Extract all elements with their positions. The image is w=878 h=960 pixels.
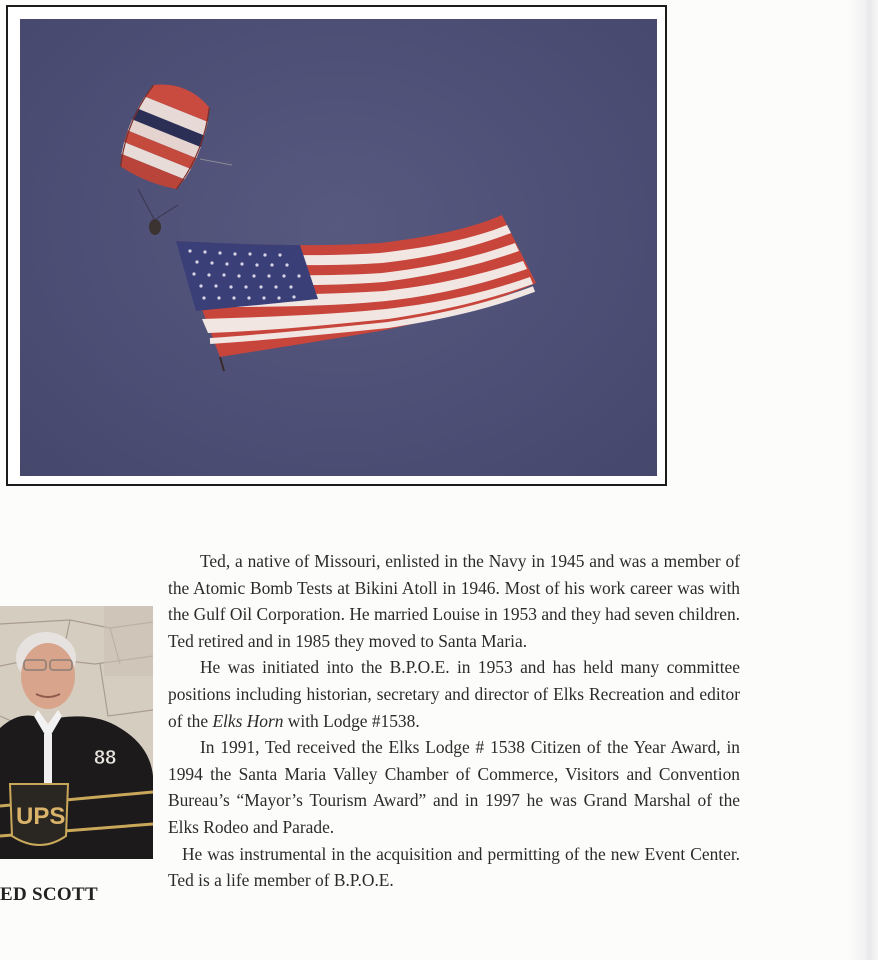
american-flag xyxy=(176,215,536,371)
paragraph-2-end: with Lodge #1538. xyxy=(283,710,420,731)
paragraph-1: Ted, a native of Missouri, enlisted in the Navy in 1945 and was a member of the Atomic Bomb Tests at Bikini Atoll in 1946. Most of his work career was with the Gulf Oil Corporation. He married Louise in 1953 and they had seven children. Ted retired and in 1985 they moved to Santa Maria. xyxy=(168,551,740,651)
photo-frame xyxy=(6,5,667,486)
ups-logo-text: UPS xyxy=(16,803,66,830)
paragraph-4: He was instrumental in the acquisition and permitting of the new Event Center. Ted is a life member of B.P.O.E. xyxy=(168,843,740,891)
parachute-flag-illustration xyxy=(20,19,657,476)
article-text xyxy=(168,548,740,894)
paragraph-2-text: He was initiated into the B.P.O.E. in 1953 and has held many committee positions including historian, secretary and director of Elks Recreation and editor of the xyxy=(168,657,740,731)
portrait-photo xyxy=(0,606,153,859)
paragraph-3: In 1991, Ted received the Elks Lodge # 1538 Citizen of the Year Award, in 1994 the Santa Maria Valley Chamber of Commerce, Visitors and Convention Bureau’s “Mayor’s Tourism Award” and in 1997 he was Grand Marshal of the Elks Rodeo and Parade. xyxy=(168,737,740,837)
portrait-caption: ED SCOTT xyxy=(0,884,98,905)
parachute-canopy xyxy=(113,75,219,195)
face xyxy=(21,643,75,709)
portrait-illustration xyxy=(0,606,153,859)
jacket-number-88: 88 xyxy=(94,747,117,769)
paragraph-2 xyxy=(168,654,740,734)
elks-horn-title: Elks Horn xyxy=(212,710,284,731)
parachute-flag-photo xyxy=(20,19,657,476)
page-edge-shadow xyxy=(848,0,878,960)
skydiver xyxy=(149,219,161,235)
